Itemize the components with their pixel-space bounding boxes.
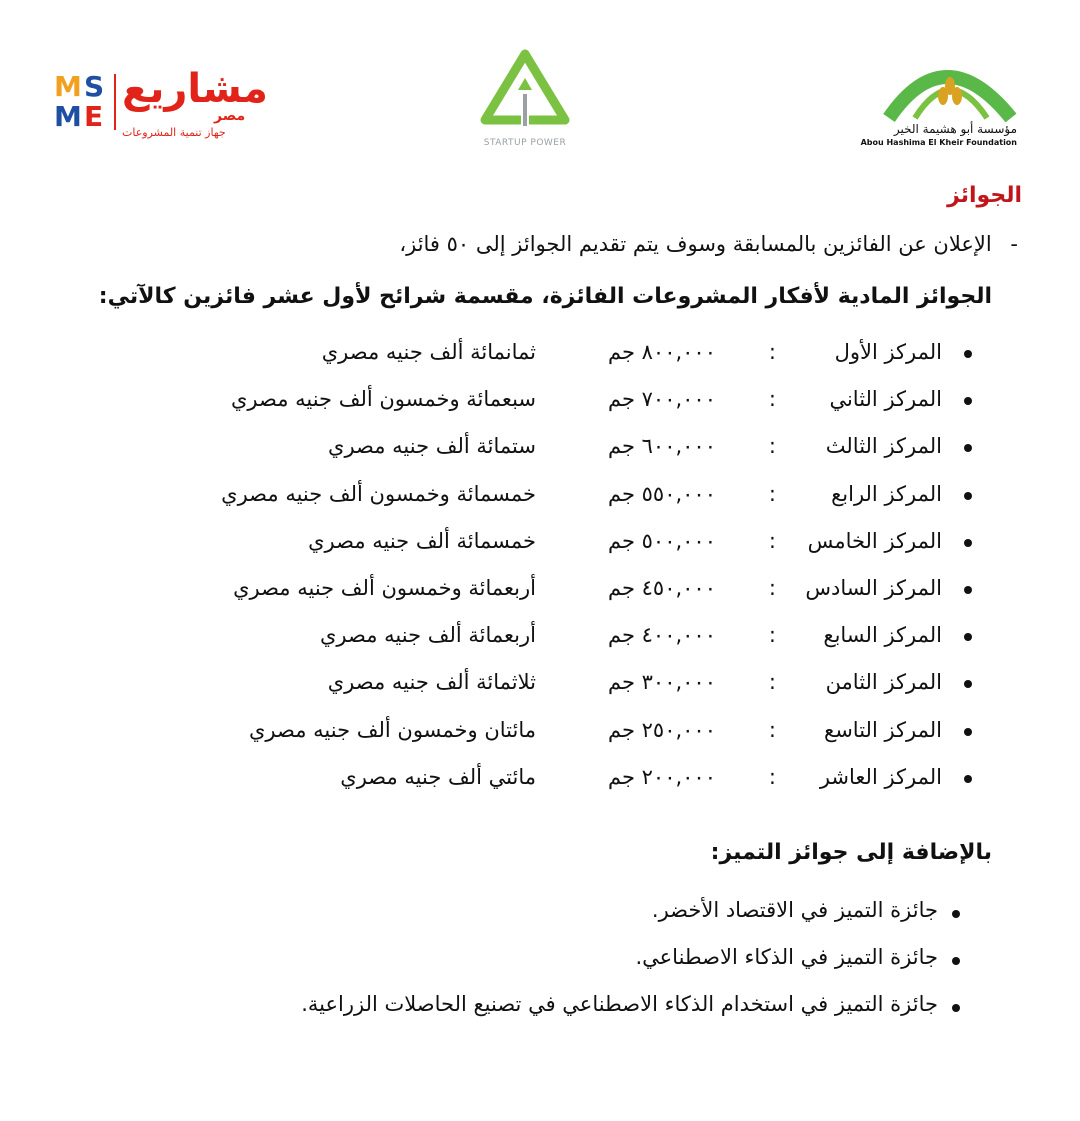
bullet-icon [964, 633, 972, 641]
prize-amount: ٧٠٠,٠٠٠ جم [608, 387, 716, 412]
excellence-award-text: جائزة التميز في الذكاء الاصطناعي. [635, 945, 938, 969]
bullet-icon [964, 586, 972, 594]
prize-row [0, 340, 1080, 380]
prize-colon: : [768, 717, 776, 742]
bullet-icon [964, 350, 972, 358]
prize-place: المركز العاشر [819, 764, 942, 789]
bullet-icon [964, 444, 972, 452]
bullet-icon [964, 492, 972, 500]
excellence-awards-title: بالإضافة إلى جوائز التميز: [710, 840, 992, 865]
prizes-subheading: الجوائز المادية لأفكار المشروعات الفائزة، مقسمة شرائح لأول عشر فائزين كالآتي: [98, 284, 992, 309]
prize-amount-words: مائتي ألف جنيه مصري [340, 764, 536, 789]
svg-text:M: M [54, 100, 82, 133]
prize-row [0, 718, 1080, 758]
abou-hashima-english: Abou Hashima El Kheir Foundation [860, 138, 1017, 147]
bullet-icon [952, 1004, 960, 1012]
prize-amount: ٢٠٠,٠٠٠ جم [608, 764, 716, 789]
bullet-icon [964, 539, 972, 547]
prize-colon: : [768, 434, 776, 459]
prize-amount-words: مائتان وخمسون ألف جنيه مصري [249, 717, 536, 742]
excellence-award-text: جائزة التميز في الاقتصاد الأخضر. [651, 898, 938, 922]
prize-amount: ٤٠٠,٠٠٠ جم [608, 623, 716, 648]
abou-hashima-logo [860, 40, 1025, 150]
prize-colon: : [768, 387, 776, 412]
prize-amount: ٨٠٠,٠٠٠ جم [608, 340, 716, 364]
bullet-icon [964, 397, 972, 405]
prize-place: المركز التاسع [824, 717, 942, 742]
intro-line [399, 232, 1018, 256]
prize-row [0, 576, 1080, 616]
prize-amount: ٢٥٠,٠٠٠ جم [608, 717, 716, 742]
msme-arabic-name: مشاريع [122, 66, 268, 112]
prize-row [0, 623, 1080, 663]
prize-colon: : [768, 528, 776, 553]
prize-colon: : [768, 670, 776, 695]
prize-row [0, 434, 1080, 474]
prize-amount: ٣٠٠,٠٠٠ جم [608, 670, 716, 695]
prize-colon: : [768, 623, 776, 648]
prize-place: المركز الثالث [825, 434, 942, 459]
bullet-icon [964, 775, 972, 783]
abou-hashima-arabic: مؤسسة أبو هشيمة الخير [893, 122, 1017, 136]
svg-text:E: E [84, 100, 104, 133]
prize-amount-words: خمسمائة ألف جنيه مصري [308, 528, 536, 553]
msme-arabic-sub: مصر [214, 108, 246, 124]
prize-amount-words: سبعمائة وخمسون ألف جنيه مصري [230, 387, 536, 412]
prize-amount-words: خمسمائة وخمسون ألف جنيه مصري [221, 481, 536, 506]
startup-power-caption: STARTUP POWER [483, 138, 567, 148]
prize-amount: ٦٠٠,٠٠٠ جم [608, 434, 716, 459]
excellence-award-text: جائزة التميز في استخدام الذكاء الاصطناعي في تصنيع الحاصلات الزراعية. [301, 992, 938, 1016]
prize-colon: : [768, 764, 776, 789]
bullet-icon [952, 957, 960, 965]
prize-amount-words: أربعمائة ألف جنيه مصري [320, 623, 536, 648]
prize-colon: : [768, 481, 776, 506]
prize-amount-words: أربعمائة وخمسون ألف جنيه مصري [233, 576, 536, 600]
prize-amount: ٥٥٠,٠٠٠ جم [608, 481, 716, 506]
prize-amount-words: ثلاثمائة ألف جنيه مصري [327, 670, 536, 695]
prize-row [0, 482, 1080, 522]
intro-text: الإعلان عن الفائزين بالمسابقة وسوف يتم تقديم الجوائز إلى ٥٠ فائز، [399, 232, 992, 256]
prize-row [0, 765, 1080, 805]
msme-logo [52, 66, 277, 146]
msme-tagline: جهاز تنمية المشروعات [122, 126, 226, 139]
prize-row [0, 529, 1080, 569]
prize-amount: ٥٠٠,٠٠٠ جم [608, 528, 716, 553]
bullet-icon [952, 910, 960, 918]
prize-place: المركز الخامس [807, 528, 942, 553]
abou-hashima-arch-icon [875, 40, 1025, 122]
prize-row [0, 670, 1080, 710]
prize-amount-words: ثمانمائة ألف جنيه مصري [321, 340, 536, 364]
bullet-icon [964, 680, 972, 688]
section-title: الجوائز [947, 183, 1022, 208]
startup-power-logo [470, 48, 580, 153]
prize-amount-words: ستمائة ألف جنيه مصري [328, 434, 536, 459]
prize-row [0, 387, 1080, 427]
prize-colon: : [768, 340, 776, 364]
prize-place: المركز السابع [823, 623, 942, 648]
header [0, 0, 1080, 170]
startup-power-icon [470, 48, 580, 138]
svg-text:S: S [84, 70, 105, 103]
prize-amount: ٤٥٠,٠٠٠ جم [608, 576, 716, 600]
prize-place: المركز الرابع [831, 481, 942, 506]
intro-dash: - [1010, 232, 1018, 256]
prize-place: المركز السادس [805, 576, 942, 600]
prize-place: المركز الثامن [825, 670, 942, 695]
svg-text:M: M [54, 70, 82, 103]
prize-colon: : [768, 576, 776, 600]
prize-place: المركز الأول [834, 340, 942, 364]
prize-place: المركز الثاني [829, 387, 942, 412]
bullet-icon [964, 728, 972, 736]
